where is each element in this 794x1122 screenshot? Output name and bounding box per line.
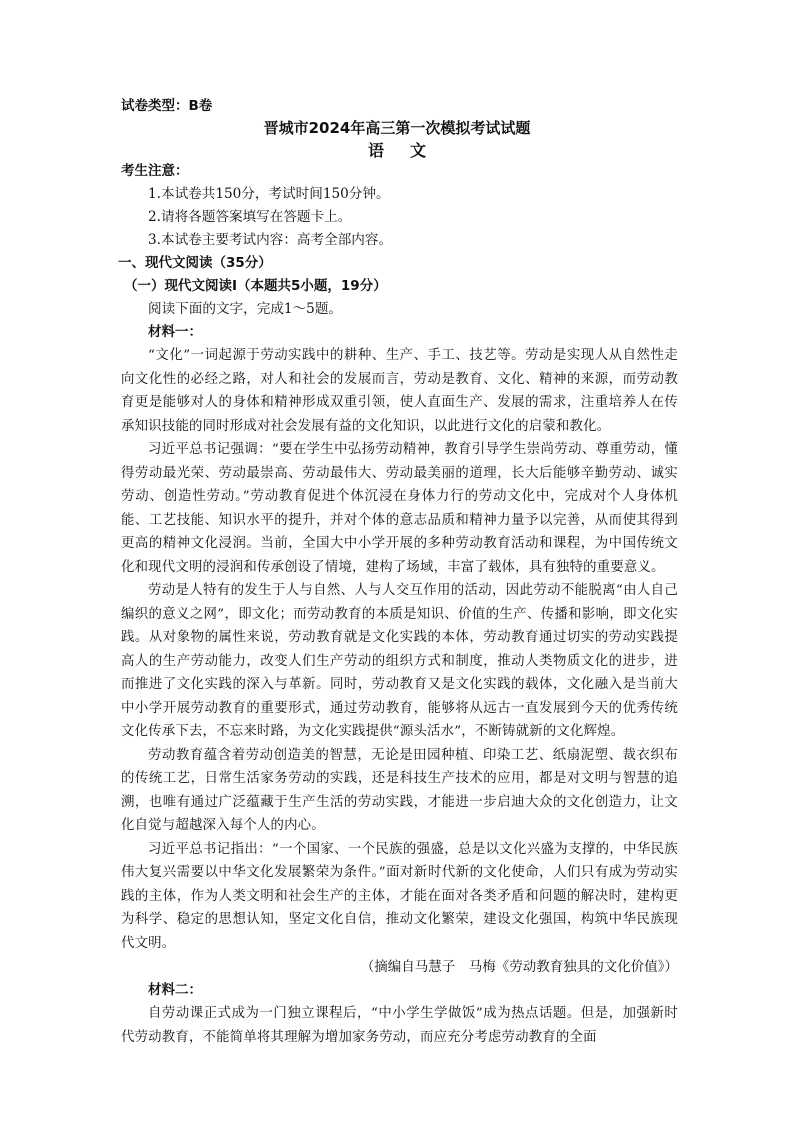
notice-item: 1.本试卷共150分，考试时间150分钟。 [148,186,390,202]
material-one-label: 材料一： [148,324,202,340]
exam-body [118,160,678,1049]
notice-item: 2.请将各题答案填写在答题卡上。 [148,209,352,225]
section-heading: 一、现代文阅读（35分） [118,255,272,271]
material-two-paragraph: 自劳动课正式成为一门独立课程后，“中小学生学做饭”成为热点话题。但是，加强新时代劳动教育，不能简单将其理解为增加家务劳动，而应充分考虑劳动教育的全面 [121,1006,678,1045]
material-one-paragraph: 劳动是人特有的发生于人与自然、人与人交互作用的活动，因此劳动不能脱离“由人自己编织的意义之网”，即文化；而劳动教育的本质是知识、价值的生产、传播和影响，即文化实践。从对象物的属性来说，劳动教育就是文化实践的本体，劳动教育通过切实的劳动实践提高人的生产劳动能力，改变人们生产劳动的组织方式和制度，推动人类物质文化的进步，进而推进了文化实践的深入与革新。同时，劳动教育又是文化实践的载体，文化融入是当前大中小学开展劳动教育的重要形式，通过劳动教育，能够将从远古一直发展到今天的优秀传统文化传承下去，不忘来时路，为文化实践提供“源头活水”，不断铸就新的文化辉煌。 [121,583,678,739]
material-one-paragraph: 习近平总书记指出：“一个国家、一个民族的强盛，总是以文化兴盛为支撑的，中华民族伟大复兴需要以中华文化发展繁荣为条件。”面对新时代新的文化使命，人们只有成为劳动实践的主体，作为人类文明和社会生产的主体，才能在面对各类矛盾和问题的解决时，建构更为科学、稳定的思想认知，坚定文化自信，推动文化繁荣，建设文化强国，构筑中华民族现代文明。 [121,841,678,951]
material-one-paragraph: “文化”一词起源于劳动实践中的耕种、生产、手工、技艺等。劳动是实现人从自然性走向文化性的必经之路，对人和社会的发展而言，劳动是教育、文化、精神的来源，而劳动教育更是能够对人的身体和精神形成双重引领，使人直面生产、发展的需求，注重培养人在传承知识技能的同时形成对社会发展有益的文化知识，以此进行文化的启蒙和教化。 [121,348,678,434]
paper-type-label: 试卷类型：B卷 [121,98,213,114]
exam-title: 晋城市2024年高三第一次模拟考试试题 [263,119,531,137]
notice-item: 3.本试卷主要考试内容：高考全部内容。 [148,232,393,248]
material-one-paragraph: 习近平总书记强调：“要在学生中弘扬劳动精神，教育引导学生崇尚劳动、尊重劳动，懂得劳动最光荣、劳动最崇高、劳动最伟大、劳动最美丽的道理，长大后能够辛勤劳动、诚实劳动、创造性劳动。”劳动教育促进个体沉浸在身体力行的劳动文化中，完成对个人身体机能、工艺技能、知识水平的提升，并对个体的意志品质和精神力量予以完善，从而使其得到更高的精神文化浸润。当前，全国大中小学开展的多种劳动教育活动和课程，为中国传统文化和现代文明的浸润和传承创设了情境，建构了场域，丰富了载体，具有独特的重要意义。 [121,442,678,575]
subject-title: 语文 [367,141,452,160]
material-two-label: 材料二： [148,982,202,998]
material-one-source: （摘编自马慧子 马梅《劳动教育独具的文化价值》） [360,959,678,975]
sub-section-heading: （一）现代文阅读Ⅰ（本题共5小题，19分） [124,278,387,294]
reading-instruction: 阅读下面的文字，完成1～5题。 [148,301,343,317]
material-one-paragraph: 劳动教育蕴含着劳动创造美的智慧，无论是田园种植、印染工艺、纸扇泥塑、裁衣织布的传统工艺，日常生活家务劳动的实践，还是科技生产技术的应用，都是对文明与智慧的追溯，也唯有通过广泛蕴藏于生产生活的劳动实践，才能进一步启迪大众的文化创造力，让文化自觉与超越深入每个人的内心。 [121,747,678,833]
notice-heading: 考生注意： [121,163,189,179]
